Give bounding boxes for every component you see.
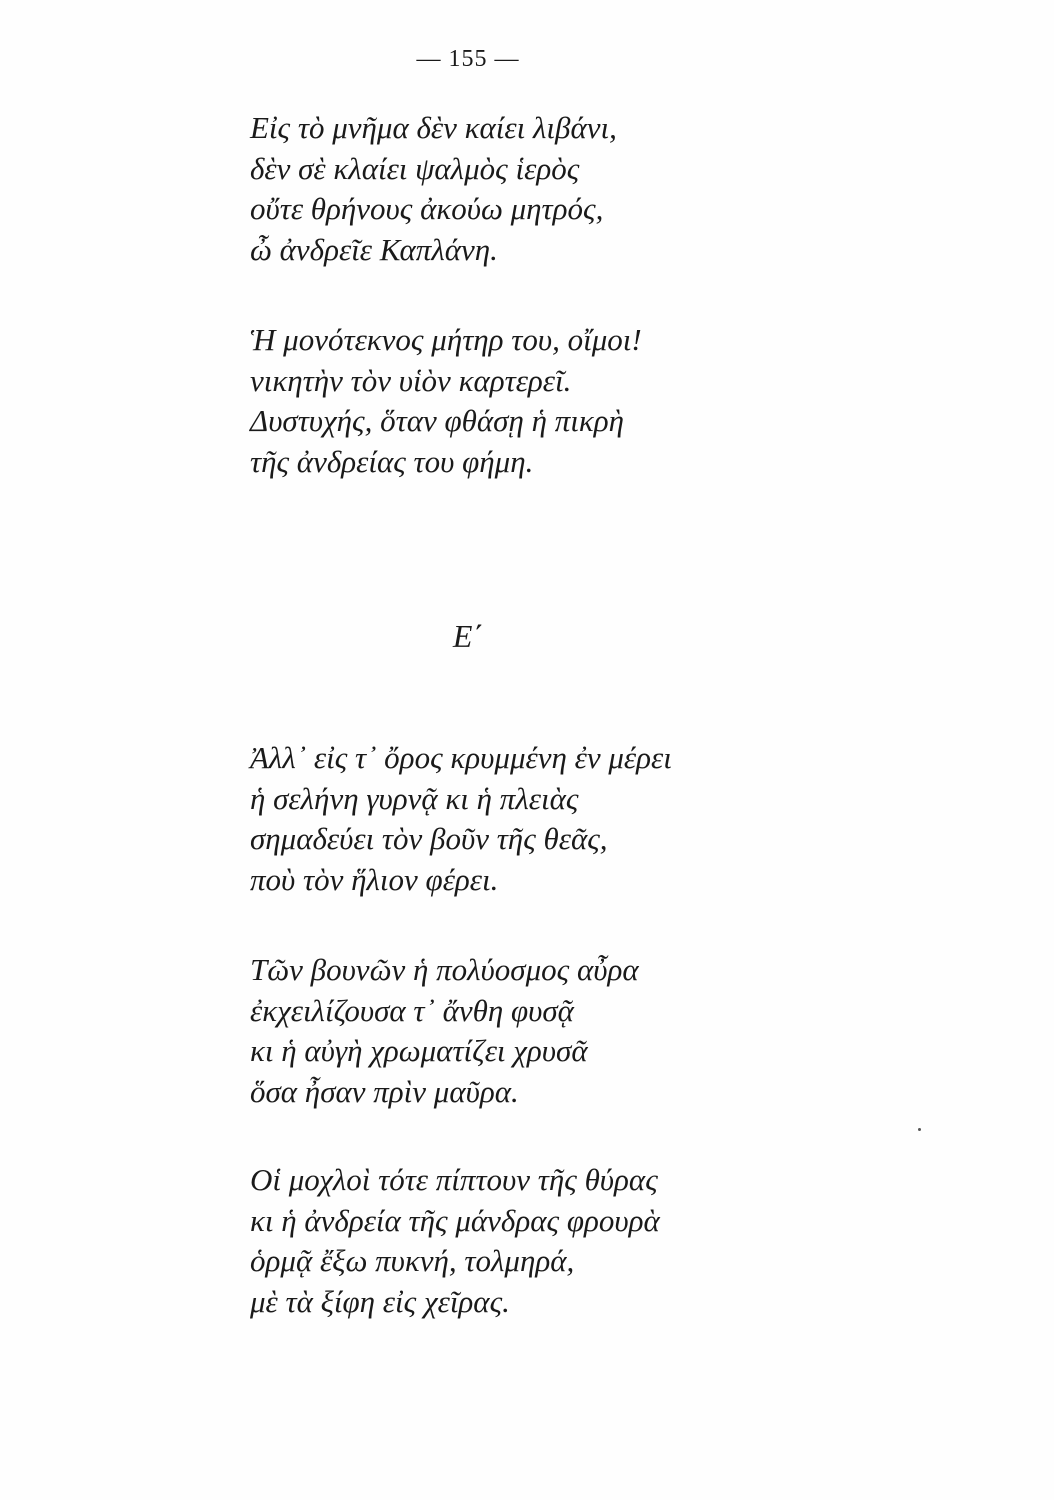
poem-line: Δυστυχής, ὅταν φθάσῃ ἡ πικρὴ [250,403,624,438]
poem-line: Εἰς τὸ μνῆμα δὲν καίει λιβάνι, [250,110,617,145]
poem-line: κι ἡ ἀνδρεία τῆς μάνδρας φρουρὰ [250,1202,660,1238]
poem-line: κι ἡ αὐγὴ χρωματίζει χρυσᾶ [250,1033,588,1068]
poem-line: τῆς ἀνδρείας του φήμη. [250,443,534,479]
stanza-5 [250,1160,660,1322]
stanza-2 [250,320,642,482]
poem-line: ἡ σελήνη γυρνᾷ κι ἡ πλειὰς [250,780,579,816]
poem-line: ποὺ τὸν ἥλιον φέρει. [250,861,499,897]
stanza-1 [250,108,617,270]
stanza-4 [250,950,639,1112]
poem-line: νικητὴν τὸν υἱὸν καρτερεῖ. [250,362,572,398]
poem-line: δὲν σὲ κλαίει ψαλμὸς ἱερὸς [250,150,580,186]
poem-line: ὁρμᾷ ἔξω πυκνή, τολμηρά, [250,1243,575,1278]
poem-line: ἐκχειλίζουσα τ᾽ ἄνθη φυσᾷ [250,992,574,1028]
poem-line: ὅσα ἦσαν πρὶν μαῦρα. [250,1073,519,1109]
section-heading: Ε΄ [452,618,484,654]
poem-line: οὔτε θρήνους ἀκούω μητρός, [250,191,604,226]
poem-line: σημαδεύει τὸν βοῦν τῆς θεᾶς, [250,821,608,856]
poem-line: Τῶν βουνῶν ἡ πολύοσμος αὖρα [250,952,639,987]
poem-line: ὦ ἀνδρεῖε Καπλάνη. [250,231,498,267]
poem-line: Ἡ μονότεκνος μήτηρ του, οἴμοι! [250,322,642,357]
poem-line: Οἱ μοχλοὶ τότε πίπτουν τῆς θύρας [250,1162,658,1197]
poem-line: μὲ τὰ ξίφη εἰς χεῖρας. [250,1283,510,1319]
ink-speck [918,1128,921,1131]
poem-line: Ἀλλ᾽ εἰς τ᾽ ὄρος κρυμμένη ἐν μέρει [250,740,672,775]
stanza-3 [250,738,672,900]
page-number: — 155 — [416,46,520,72]
